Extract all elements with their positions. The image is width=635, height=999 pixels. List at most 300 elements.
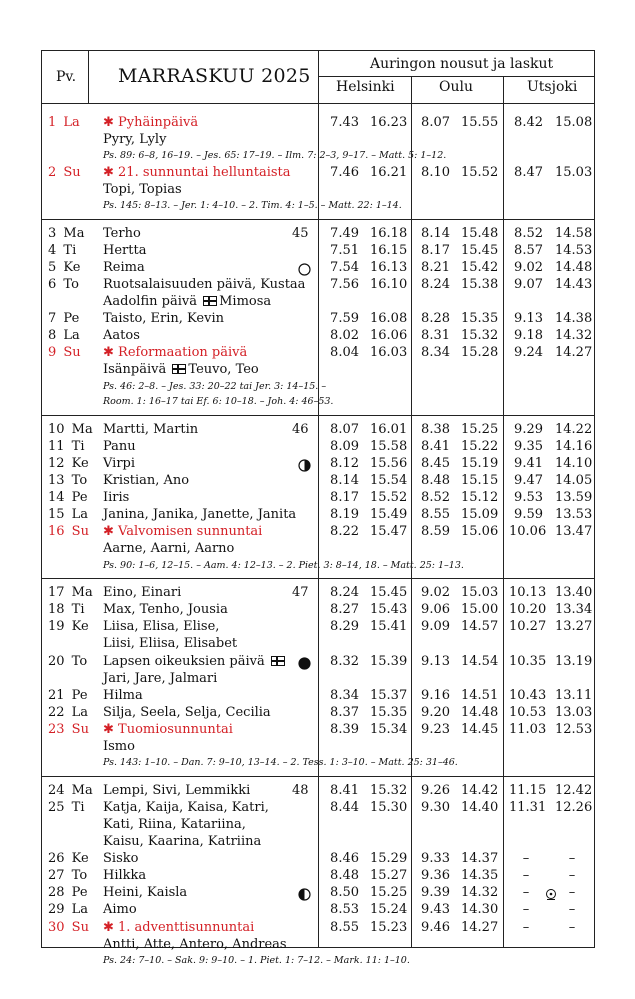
utsjoki-time: 14.43 [555,276,593,292]
utsjoki-time: 13.59 [555,490,593,506]
name-day [103,438,136,455]
helsinki-time: 8.53 [330,902,359,918]
oulu-time: 15.09 [461,507,499,523]
helsinki-time: 16.01 [370,421,408,437]
day-cell: 9 Su [48,345,81,361]
name-text: Hertta [103,242,147,258]
oulu-time: 9.06 [421,602,450,618]
day-cell: 3 Ma [48,225,85,241]
utsjoki-time: 9.53 [514,490,543,506]
name-day [103,276,305,293]
utsjoki-time: 13.27 [555,619,593,635]
day-cell: 4 Ti [48,242,77,258]
scripture-reference: Ps. 145: 8–13. – Jer. 1: 4–10. – 2. Tim. 4: 1–5. – Matt. 22: 1–14. [103,200,402,211]
name-day [103,293,271,310]
header-divider [411,76,412,103]
name-day [103,310,224,327]
moon-phase [298,457,310,469]
name-text: Janina, Janika, Janette, Janita [103,507,297,523]
full-moon-icon [298,657,311,670]
oulu-time: 15.32 [461,328,499,344]
moon-phase [298,655,310,667]
utsjoki-time: 14.32 [555,328,593,344]
oulu-time: 9.30 [421,799,450,815]
utsjoki-time: – [568,919,576,935]
name-text: Eino, Einari [103,585,182,601]
helsinki-time: 16.03 [370,345,408,361]
day-cell: 21 Pe [48,687,88,703]
name-text: Jari, Jare, Jalmari [103,670,218,686]
oulu-time: 8.55 [421,507,450,523]
week-number: 47 [292,585,309,601]
oulu-time: 14.51 [461,687,499,703]
name-text: Martti, Martin [103,421,199,437]
name-text: ✱ Pyhäinpäivä [103,115,199,130]
helsinki-time: 7.51 [330,242,359,258]
utsjoki-time: 12.26 [555,799,593,815]
name-day [103,584,181,601]
oulu-time: 8.17 [421,242,450,258]
oulu-time: 15.45 [461,242,499,258]
name-day [103,799,269,816]
utsjoki-time: 10.27 [509,619,547,635]
name-day [103,489,129,506]
oulu-time: 9.20 [421,704,450,720]
name-day [103,816,246,833]
helsinki-time: 7.49 [330,225,359,241]
name-day [103,867,146,884]
column-divider [318,103,319,948]
helsinki-time: 7.46 [330,164,359,180]
day-cell: 22 La [48,704,89,720]
name-day [103,901,137,918]
name-text: ✱ Valvomisen sunnuntai [103,524,263,540]
day-cell: 27 To [48,868,88,884]
utsjoki-time: 14.05 [555,473,593,488]
helsinki-time: 15.27 [370,868,408,884]
oulu-time: 8.10 [421,164,450,180]
helsinki-time: 16.08 [370,311,408,327]
name-day [103,884,187,901]
name-day [103,540,234,557]
helsinki-time: 15.24 [370,902,408,918]
oulu-time: 8.34 [421,345,450,361]
utsjoki-time: 10.35 [509,653,547,669]
name-text: Silja, Seela, Selja, Cecilia [103,704,271,720]
name-day [103,472,189,489]
utsjoki-time: 9.24 [514,345,543,361]
name-text: Taisto, Erin, Kevin [103,311,224,327]
name-day [103,936,287,953]
day-cell: 15 La [48,507,89,523]
city-oulu: Oulu [439,79,473,95]
utsjoki-time: – [568,851,576,867]
name-text: ✱ Reformaation päivä [103,345,248,361]
header-divider [88,51,89,103]
utsjoki-time: 13.34 [555,602,593,618]
name-text: Iiris [103,490,130,506]
name-day [103,455,135,472]
helsinki-time: 16.21 [370,164,408,180]
oulu-time: 15.48 [461,225,499,241]
oulu-time: 9.46 [421,919,450,935]
helsinki-time: 8.55 [330,919,359,935]
utsjoki-time: – [522,919,530,935]
name-text: Kaisu, Kaarina, Katriina [103,834,262,849]
name-text: ✱ 21. sunnuntai helluntaista [103,164,291,180]
oulu-time: 8.24 [421,276,450,292]
name-text: Liisi, Eliisa, Elisabet [103,636,238,652]
name-text: Ismo [103,739,135,754]
utsjoki-time: 11.31 [509,799,547,815]
oulu-time: 9.43 [421,902,450,918]
name-text: Hilkka [103,868,147,884]
scripture-reference: Ps. 89: 6–8, 16–19. – Jes. 65: 17–19. – Ilm. 7: 2–3, 9–17. – Matt. 5: 1–12. [103,150,447,162]
name-text: ✱ Tuomiosunnuntai [103,721,233,737]
helsinki-time: 8.02 [330,328,359,344]
utsjoki-time: – [522,885,530,901]
column-divider [503,103,504,948]
name-text: Antti, Atte, Antero, Andreas [103,936,287,952]
name-day [103,259,145,276]
oulu-time: 8.28 [421,311,450,327]
utsjoki-time: 13.53 [555,507,593,523]
utsjoki-time: 9.47 [514,473,543,488]
oulu-time: 14.40 [461,799,499,815]
oulu-time: 8.38 [421,421,450,437]
oulu-time: 15.28 [461,345,499,361]
oulu-time: 15.22 [461,438,499,454]
helsinki-time: 8.50 [330,885,359,901]
helsinki-time: 15.30 [370,799,408,815]
day-cell: 17 Ma [48,585,93,601]
utsjoki-time: – [568,868,576,884]
helsinki-time: 15.32 [370,782,408,798]
name-day [103,618,219,635]
utsjoki-time: 9.18 [514,328,543,344]
name-day [103,506,296,523]
oulu-time: 15.15 [461,473,499,488]
scripture-reference: Ps. 143: 1–10. – Dan. 7: 9–10, 13–14. – 2. Tess. 1: 3–10. – Matt. 25: 31–46. [103,757,458,769]
oulu-time: 15.42 [461,259,499,275]
name-day [103,181,182,198]
helsinki-time: 8.04 [330,345,359,361]
utsjoki-time: 10.53 [509,704,547,720]
helsinki-time: 8.39 [330,721,359,737]
name-text: Heini, Kaisla [103,885,188,901]
utsjoki-time: 9.02 [514,259,543,275]
week-number: 46 [292,421,309,437]
day-cell: 7 Pe [48,311,80,327]
oulu-time: 8.59 [421,524,450,540]
day-cell: 25 Ti [48,799,85,815]
oulu-time: 8.52 [421,490,450,506]
name-day [103,850,138,867]
oulu-time: 8.14 [421,225,450,241]
name-text: Isänpäivä [103,362,167,378]
page-title: MARRASKUU 2025 [118,65,311,87]
helsinki-time: 16.10 [370,276,408,292]
oulu-time: 15.52 [461,164,499,180]
helsinki-time: 8.29 [330,619,359,635]
utsjoki-time: 14.16 [555,438,593,454]
utsjoki-time: 10.20 [509,602,547,618]
oulu-time: 8.31 [421,328,450,344]
utsjoki-time: 13.11 [555,687,593,703]
utsjoki-time: 15.08 [555,115,593,130]
name-text: ✱ 1. adventtisunnuntai [103,919,255,935]
helsinki-time: 15.41 [370,619,408,635]
utsjoki-time: – [522,851,530,867]
oulu-time: 9.26 [421,782,450,798]
oulu-time: 9.02 [421,585,450,601]
oulu-time: 14.48 [461,704,499,720]
day-cell: 2 Su [48,164,81,180]
name-text: Panu [103,438,136,454]
helsinki-time: 15.49 [370,507,408,523]
name-text: Pyry, Lyly [103,132,167,148]
helsinki-time: 15.23 [370,919,408,935]
helsinki-time: 8.32 [330,653,359,669]
helsinki-time: 15.25 [370,885,408,901]
city-utsjoki: Utsjoki [527,79,578,95]
oulu-time: 14.54 [461,653,499,669]
oulu-time: 8.45 [421,455,450,471]
helsinki-time: 8.09 [330,438,359,454]
utsjoki-time: – [568,902,576,918]
helsinki-time: 15.35 [370,704,408,720]
helsinki-time: 7.43 [330,115,359,130]
moon-phase [298,886,310,898]
day-column-header: Pv. [56,69,77,85]
utsjoki-time: 9.13 [514,311,543,327]
name-day [103,421,198,438]
helsinki-time: 8.27 [330,602,359,618]
helsinki-time: 7.54 [330,259,359,275]
helsinki-time: 8.41 [330,782,359,798]
oulu-time: 15.00 [461,602,499,618]
oulu-time: 9.36 [421,868,450,884]
scripture-reference: Ps. 46: 2–8. – Jes. 33: 20–22 tai Jer. 3: 14–15. – [103,380,327,392]
name-text: Kristian, Ano [103,473,190,488]
day-cell: 16 Su [48,524,89,540]
name-text: Katja, Kaija, Kaisa, Katri, [103,799,269,815]
name-text: Mimosa [219,294,272,309]
name-day [103,225,141,242]
helsinki-time: 16.18 [370,225,408,241]
utsjoki-time: 9.41 [514,455,543,471]
helsinki-time: 15.29 [370,851,408,867]
week-number: 45 [292,225,309,241]
name-text: Aimo [103,902,137,918]
helsinki-time: 8.17 [330,490,359,506]
oulu-time: 15.06 [461,524,499,540]
oulu-time: 15.03 [461,585,499,601]
oulu-time: 14.32 [461,885,499,901]
calendar-frame [41,50,595,966]
day-cell: 19 Ke [48,619,89,635]
oulu-time: 15.35 [461,311,499,327]
utsjoki-time: 8.57 [514,242,543,258]
name-text: Aatos [103,328,140,344]
oulu-time: 9.33 [421,851,450,867]
name-text: Sisko [103,851,139,867]
day-cell: 12 Ke [48,455,89,471]
holiday-name [103,114,198,131]
utsjoki-time: 13.19 [555,653,593,669]
name-day [103,601,228,618]
name-day [103,782,250,799]
oulu-time: 8.07 [421,115,450,130]
helsinki-time: 15.52 [370,490,408,506]
utsjoki-time: 14.38 [555,311,593,327]
helsinki-time: 16.15 [370,242,408,258]
moon-phase [298,261,310,273]
utsjoki-time: 14.58 [555,225,593,241]
helsinki-time: 8.12 [330,455,359,471]
name-text: Topi, Topias [103,181,182,197]
name-text: Terho [103,225,141,241]
name-day [103,242,146,259]
oulu-time: 14.30 [461,902,499,918]
column-divider [411,103,412,948]
utsjoki-time: 14.27 [555,345,593,361]
holiday-name [103,721,233,738]
helsinki-time: 15.47 [370,524,408,540]
day-cell: 14 Pe [48,490,88,506]
oulu-time: 8.48 [421,473,450,488]
scripture-reference: Ps. 24: 7–10. – Sak. 9: 9–10. – 1. Piet. 1: 7–12. – Mark. 11: 1–10. [103,954,410,966]
oulu-time: 14.35 [461,868,499,884]
oulu-time: 9.09 [421,619,450,635]
helsinki-time: 16.06 [370,328,408,344]
header-divider [318,51,319,103]
utsjoki-time: 8.42 [514,115,543,130]
oulu-time: 15.38 [461,276,499,292]
name-text: Aadolfin päivä [103,294,197,309]
helsinki-time: 16.23 [370,115,408,130]
utsjoki-time: 11.15 [509,782,547,798]
helsinki-time: 8.24 [330,585,359,601]
utsjoki-time: 12.53 [555,721,593,737]
helsinki-time: 8.19 [330,507,359,523]
helsinki-time: 7.59 [330,311,359,327]
day-cell: 28 Pe [48,885,88,901]
name-text: Virpi [103,455,136,471]
utsjoki-time: 11.03 [509,721,547,737]
oulu-time: 9.13 [421,653,450,669]
week-number: 48 [292,782,309,798]
oulu-time: 14.37 [461,851,499,867]
helsinki-time: 8.44 [330,799,359,815]
holiday-name [103,344,247,361]
day-cell: 23 Su [48,721,89,737]
utsjoki-time: 9.07 [514,276,543,292]
name-text: Hilma [103,687,143,703]
name-day [103,738,135,755]
name-day [103,131,166,148]
utsjoki-time: 14.53 [555,242,593,258]
finnish-flag-icon [172,364,186,374]
oulu-time: 15.25 [461,421,499,437]
name-day [103,361,259,378]
helsinki-time: 15.39 [370,653,408,669]
oulu-time: 9.16 [421,687,450,703]
oulu-time: 8.21 [421,259,450,275]
day-cell: 20 To [48,653,88,669]
scripture-reference: Room. 1: 16–17 tai Ef. 6: 10–18. – Joh. 4: 46–53. [103,396,334,408]
scripture-reference: Ps. 90: 1–6, 12–15. – Aam. 4: 12–13. – 2. Piet. 3: 8–14, 18. – Matt. 25: 1–13. [103,559,464,571]
utsjoki-time: 9.59 [514,507,543,523]
utsjoki-time: 10.43 [509,687,547,703]
helsinki-time: 8.34 [330,687,359,703]
utsjoki-time: 10.06 [509,524,547,540]
day-cell: 5 Ke [48,259,81,275]
header-divider [503,76,504,103]
name-day [103,833,261,850]
utsjoki-time: 15.03 [555,164,593,180]
sun-symbol-icon [545,888,557,900]
helsinki-time: 8.37 [330,704,359,720]
holiday-name [103,523,262,540]
name-day [103,670,217,687]
helsinki-time: 8.46 [330,851,359,867]
name-text: Liisa, Elisa, Elise, [103,619,220,635]
utsjoki-time: 14.10 [555,455,593,471]
day-cell: 13 To [48,473,88,488]
name-text: Ruotsalaisuuden päivä, Kustaa [103,276,306,292]
utsjoki-time: 14.22 [555,421,593,437]
oulu-time: 14.45 [461,721,499,737]
first-quarter-moon-icon [298,459,311,472]
holiday-name [103,919,254,936]
city-helsinki: Helsinki [336,79,395,95]
utsjoki-time: 13.03 [555,704,593,720]
utsjoki-time: – [568,885,576,901]
name-text: Teuvo, Teo [188,362,259,378]
day-cell: 10 Ma [48,421,93,437]
helsinki-time: 8.14 [330,473,359,488]
day-cell: 24 Ma [48,782,93,798]
day-cell: 6 To [48,276,79,292]
last-quarter-moon-icon [298,888,311,901]
utsjoki-time: 9.29 [514,421,543,437]
name-text: Aarne, Aarni, Aarno [103,541,235,557]
helsinki-time: 15.45 [370,585,408,601]
day-cell: 11 Ti [48,438,85,454]
oulu-time: 8.41 [421,438,450,454]
sun-times-header: Auringon nousut ja laskut [370,56,554,72]
helsinki-time: 8.22 [330,524,359,540]
utsjoki-time: 14.48 [555,259,593,275]
utsjoki-time: 8.47 [514,164,543,180]
helsinki-time: 15.58 [370,438,408,454]
name-text: Max, Tenho, Jousia [103,602,228,618]
oulu-time: 9.23 [421,721,450,737]
helsinki-time: 8.07 [330,421,359,437]
name-text: Kati, Riina, Katariina, [103,816,246,832]
helsinki-time: 15.56 [370,455,408,471]
header-divider [318,76,594,77]
oulu-time: 15.55 [461,115,499,130]
name-day [103,327,140,344]
day-cell: 26 Ke [48,851,89,867]
day-cell: 18 Ti [48,602,85,618]
helsinki-time: 15.37 [370,687,408,703]
utsjoki-time: 12.42 [555,782,593,798]
holiday-name [103,164,291,181]
day-cell: 8 La [48,328,80,344]
